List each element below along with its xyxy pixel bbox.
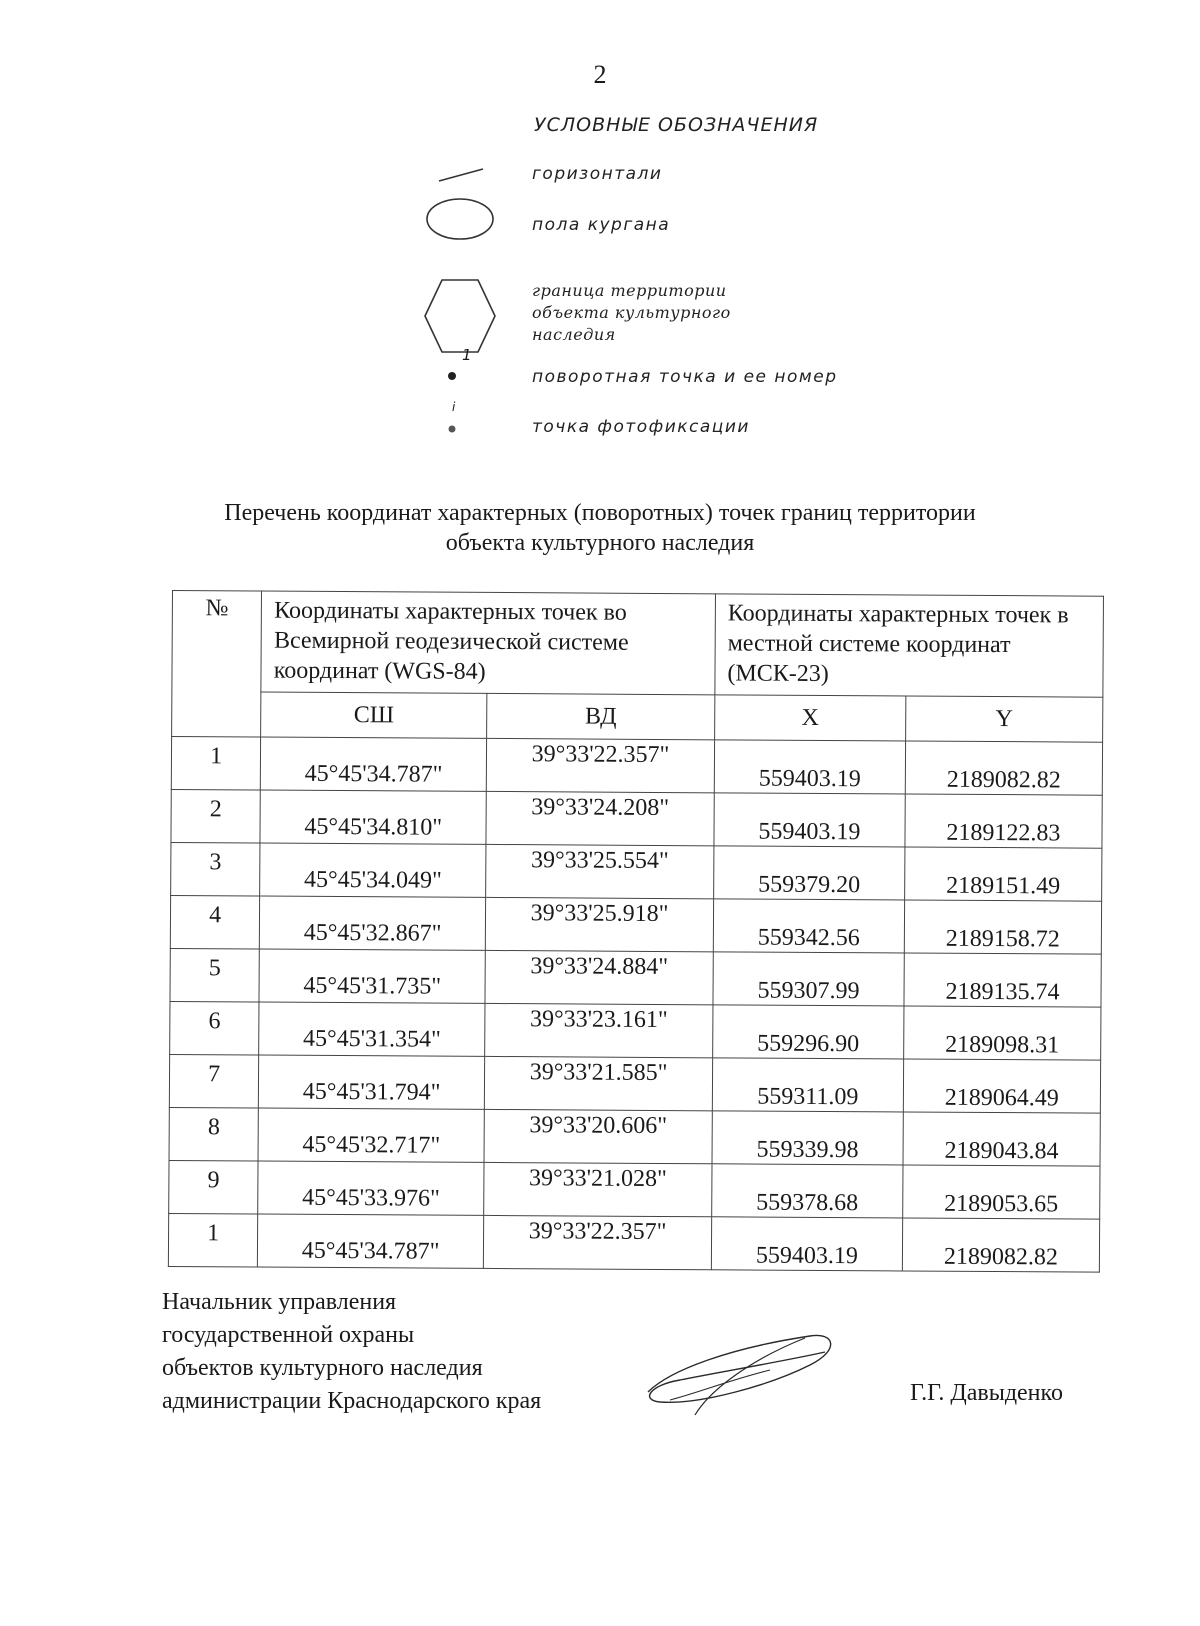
- cell-latitude: 45°45'34.049": [260, 843, 486, 897]
- cell-number: 3: [171, 842, 261, 896]
- cell-longitude: 39°33'25.554": [486, 844, 714, 898]
- table-row: [169, 1160, 1100, 1219]
- cell-latitude: 45°45'31.794": [259, 1055, 485, 1109]
- signatory-name: Г.Г. Давыденко: [910, 1380, 1063, 1406]
- legend-label-mound-floor: пола кургана: [532, 215, 671, 235]
- subheader-longitude: ВД: [487, 693, 715, 739]
- cell-longitude: 39°33'22.357": [486, 738, 714, 792]
- cell-x: 559296.90: [713, 1005, 904, 1059]
- cell-y: 2189098.31: [904, 1006, 1101, 1060]
- cell-number: 5: [170, 948, 260, 1002]
- table-row: [171, 789, 1102, 848]
- cell-x: 559342.56: [713, 899, 904, 953]
- legend-label-boundary-line: граница территории: [532, 281, 727, 300]
- cell-latitude: 45°45'34.787": [258, 1214, 484, 1268]
- legend-title: УСЛОВНЫЕ ОБОЗНАЧЕНИЯ: [534, 114, 819, 136]
- cell-y: 2189122.83: [905, 794, 1102, 848]
- cell-longitude: 39°33'23.161": [485, 1003, 713, 1057]
- cell-longitude: 39°33'22.357": [483, 1215, 711, 1269]
- cell-latitude: 45°45'31.735": [259, 949, 485, 1003]
- cell-y: 2189158.72: [904, 900, 1101, 954]
- photo-point-dot-icon: [447, 424, 457, 434]
- subheader-x: X: [715, 695, 906, 741]
- boundary-hexagon-icon: [422, 276, 498, 356]
- cell-longitude: 39°33'25.918": [485, 897, 713, 951]
- cell-latitude: 45°45'34.810": [260, 790, 486, 844]
- cell-x: 559311.09: [712, 1058, 903, 1112]
- table-row: [171, 737, 1102, 796]
- cell-x: 559307.99: [713, 952, 904, 1006]
- cell-y: 2189043.84: [903, 1112, 1100, 1166]
- handwritten-signature: [640, 1330, 840, 1420]
- table-row: [170, 895, 1101, 954]
- cell-number: 9: [169, 1160, 259, 1214]
- turning-point-dot-icon: [446, 370, 458, 382]
- cell-y: 2189151.49: [904, 847, 1101, 901]
- heading-line: Перечень координат характерных (поворотных) точек границ территории: [224, 500, 976, 526]
- cell-latitude: 45°45'32.867": [260, 896, 486, 950]
- table-row: [169, 1054, 1100, 1113]
- cell-y: 2189053.65: [903, 1165, 1100, 1219]
- cell-number: 7: [169, 1054, 259, 1108]
- cell-longitude: 39°33'20.606": [484, 1109, 712, 1163]
- signatory-title-line: администрации Краснодарского края: [162, 1388, 542, 1414]
- legend-label-boundary-line: объекта культурного: [532, 303, 731, 322]
- legend-label-contours: горизонтали: [532, 164, 663, 184]
- cell-y: 2189082.82: [905, 741, 1102, 795]
- cell-number: 2: [171, 789, 261, 843]
- cell-latitude: 45°45'32.717": [258, 1108, 484, 1162]
- cell-latitude: 45°45'34.787": [261, 737, 487, 791]
- table-row: [169, 1107, 1100, 1166]
- cell-number: 4: [170, 895, 260, 949]
- mound-floor-ellipse-icon: [424, 196, 496, 242]
- signatory-title: [162, 1286, 541, 1418]
- cell-longitude: 39°33'24.884": [485, 950, 713, 1004]
- cell-number: 6: [170, 1001, 260, 1055]
- photo-point-index: i: [452, 400, 456, 414]
- heading-line: объекта культурного наследия: [445, 530, 755, 556]
- header-msk23: Координаты характерных точек в местной системе координат (МСК-23): [715, 594, 1104, 697]
- cell-x: 559403.19: [711, 1217, 902, 1271]
- cell-longitude: 39°33'21.028": [484, 1162, 712, 1216]
- cell-x: 559403.19: [714, 740, 905, 794]
- table-subheader-row: [172, 692, 1103, 743]
- cell-x: 559379.20: [714, 846, 905, 900]
- cell-x: 559339.98: [712, 1111, 903, 1165]
- signatory-title-line: государственной охраны: [162, 1322, 415, 1348]
- table-row: [171, 842, 1102, 901]
- cell-y: 2189135.74: [904, 953, 1101, 1007]
- cell-number: 8: [169, 1107, 259, 1161]
- subheader-latitude: СШ: [261, 692, 487, 738]
- cell-x: 559403.19: [714, 793, 905, 847]
- page-number: 2: [593, 60, 607, 89]
- table-row: [170, 1001, 1101, 1060]
- cell-number: 1: [171, 737, 261, 791]
- table-row: [170, 948, 1101, 1007]
- legend-label-boundary: [532, 280, 731, 346]
- cell-latitude: 45°45'31.354": [259, 1002, 485, 1056]
- cell-y: 2189082.82: [902, 1218, 1099, 1272]
- table-row: [168, 1213, 1099, 1272]
- cell-y: 2189064.49: [903, 1059, 1100, 1113]
- cell-longitude: 39°33'21.585": [484, 1056, 712, 1110]
- cell-latitude: 45°45'33.976": [258, 1161, 484, 1215]
- legend-label-boundary-line: наследия: [532, 325, 616, 344]
- header-number: №: [172, 591, 262, 738]
- legend-label-photo-point: точка фотофиксации: [532, 417, 750, 437]
- cell-number: 1: [168, 1213, 258, 1267]
- signatory-title-line: Начальник управления: [162, 1289, 397, 1315]
- table-header-row: [172, 591, 1104, 698]
- legend-label-turning-point: поворотная точка и ее номер: [532, 367, 838, 387]
- turning-point-number: 1: [462, 346, 472, 364]
- subheader-y: Y: [905, 696, 1102, 742]
- coordinates-list-heading: [100, 498, 1100, 558]
- signatory-title-line: объектов культурного наследия: [162, 1355, 483, 1381]
- cell-longitude: 39°33'24.208": [486, 791, 714, 845]
- cell-x: 559378.68: [712, 1164, 903, 1218]
- coordinates-table: [168, 590, 1104, 1273]
- header-wgs84: Координаты характерных точек во Всемирной геодезической системе координат (WGS-84): [261, 591, 715, 695]
- contour-line-icon: [436, 166, 486, 184]
